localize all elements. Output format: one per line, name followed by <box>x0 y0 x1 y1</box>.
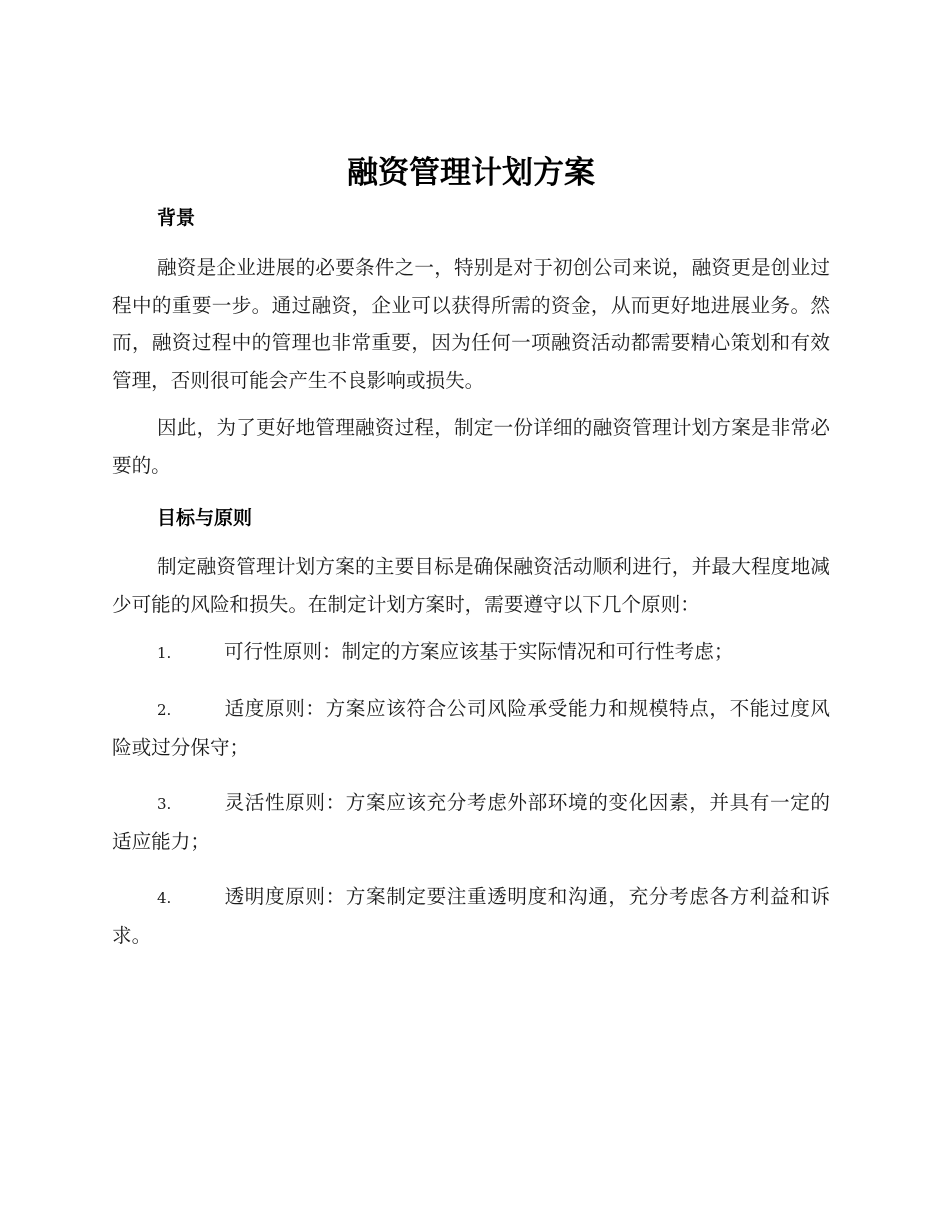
list-number: 1. <box>157 644 172 662</box>
document-title: 融资管理计划方案 <box>347 155 595 191</box>
paragraph: 因此，为了更好地管理融资过程，制定一份详细的融资管理计划方案是非常必要的。 <box>112 416 830 477</box>
list-number: 4. <box>157 888 172 907</box>
list-item <box>112 690 830 767</box>
list-number: 2. <box>157 700 172 719</box>
list-item <box>112 878 830 955</box>
document-page <box>112 150 830 955</box>
list-item <box>112 633 830 673</box>
paragraph: 融资是企业进展的必要条件之一，特别是对于初创公司来说，融资更是创业过程中的重要一步。通过融资，企业可以获得所需的资金，从而更好地进展业务。然而，融资过程中的管理也非常重要，因为任何一项融资活动都需要精心策划和有效管理，否则很可能会产生不良影响或损失。 <box>112 256 830 392</box>
list-item-text: 灵活性原则：方案应该充分考虑外部环境的变化因素，并具有一定的适应能力； <box>112 790 830 853</box>
list-item-text: 透明度原则：方案制定要注重透明度和沟通，充分考虑各方利益和诉求。 <box>112 884 830 947</box>
paragraph: 制定融资管理计划方案的主要目标是确保融资活动顺利进行，并最大程度地减少可能的风险和损失。在制定计划方案时，需要遵守以下几个原则： <box>112 555 830 616</box>
section-background <box>112 204 830 484</box>
list-item-text: 适度原则：方案应该符合公司风险承受能力和规模特点，不能过度风险或过分保守； <box>112 696 830 759</box>
section-heading-background: 背景 <box>157 207 196 229</box>
principles-list <box>112 633 830 955</box>
list-item-text: 可行性原则：制定的方案应该基于实际情况和可行性考虑； <box>224 640 734 663</box>
list-item <box>112 784 830 861</box>
list-number: 3. <box>157 794 172 813</box>
section-heading-goals: 目标与原则 <box>157 507 253 529</box>
section-goals-principles <box>112 504 830 955</box>
